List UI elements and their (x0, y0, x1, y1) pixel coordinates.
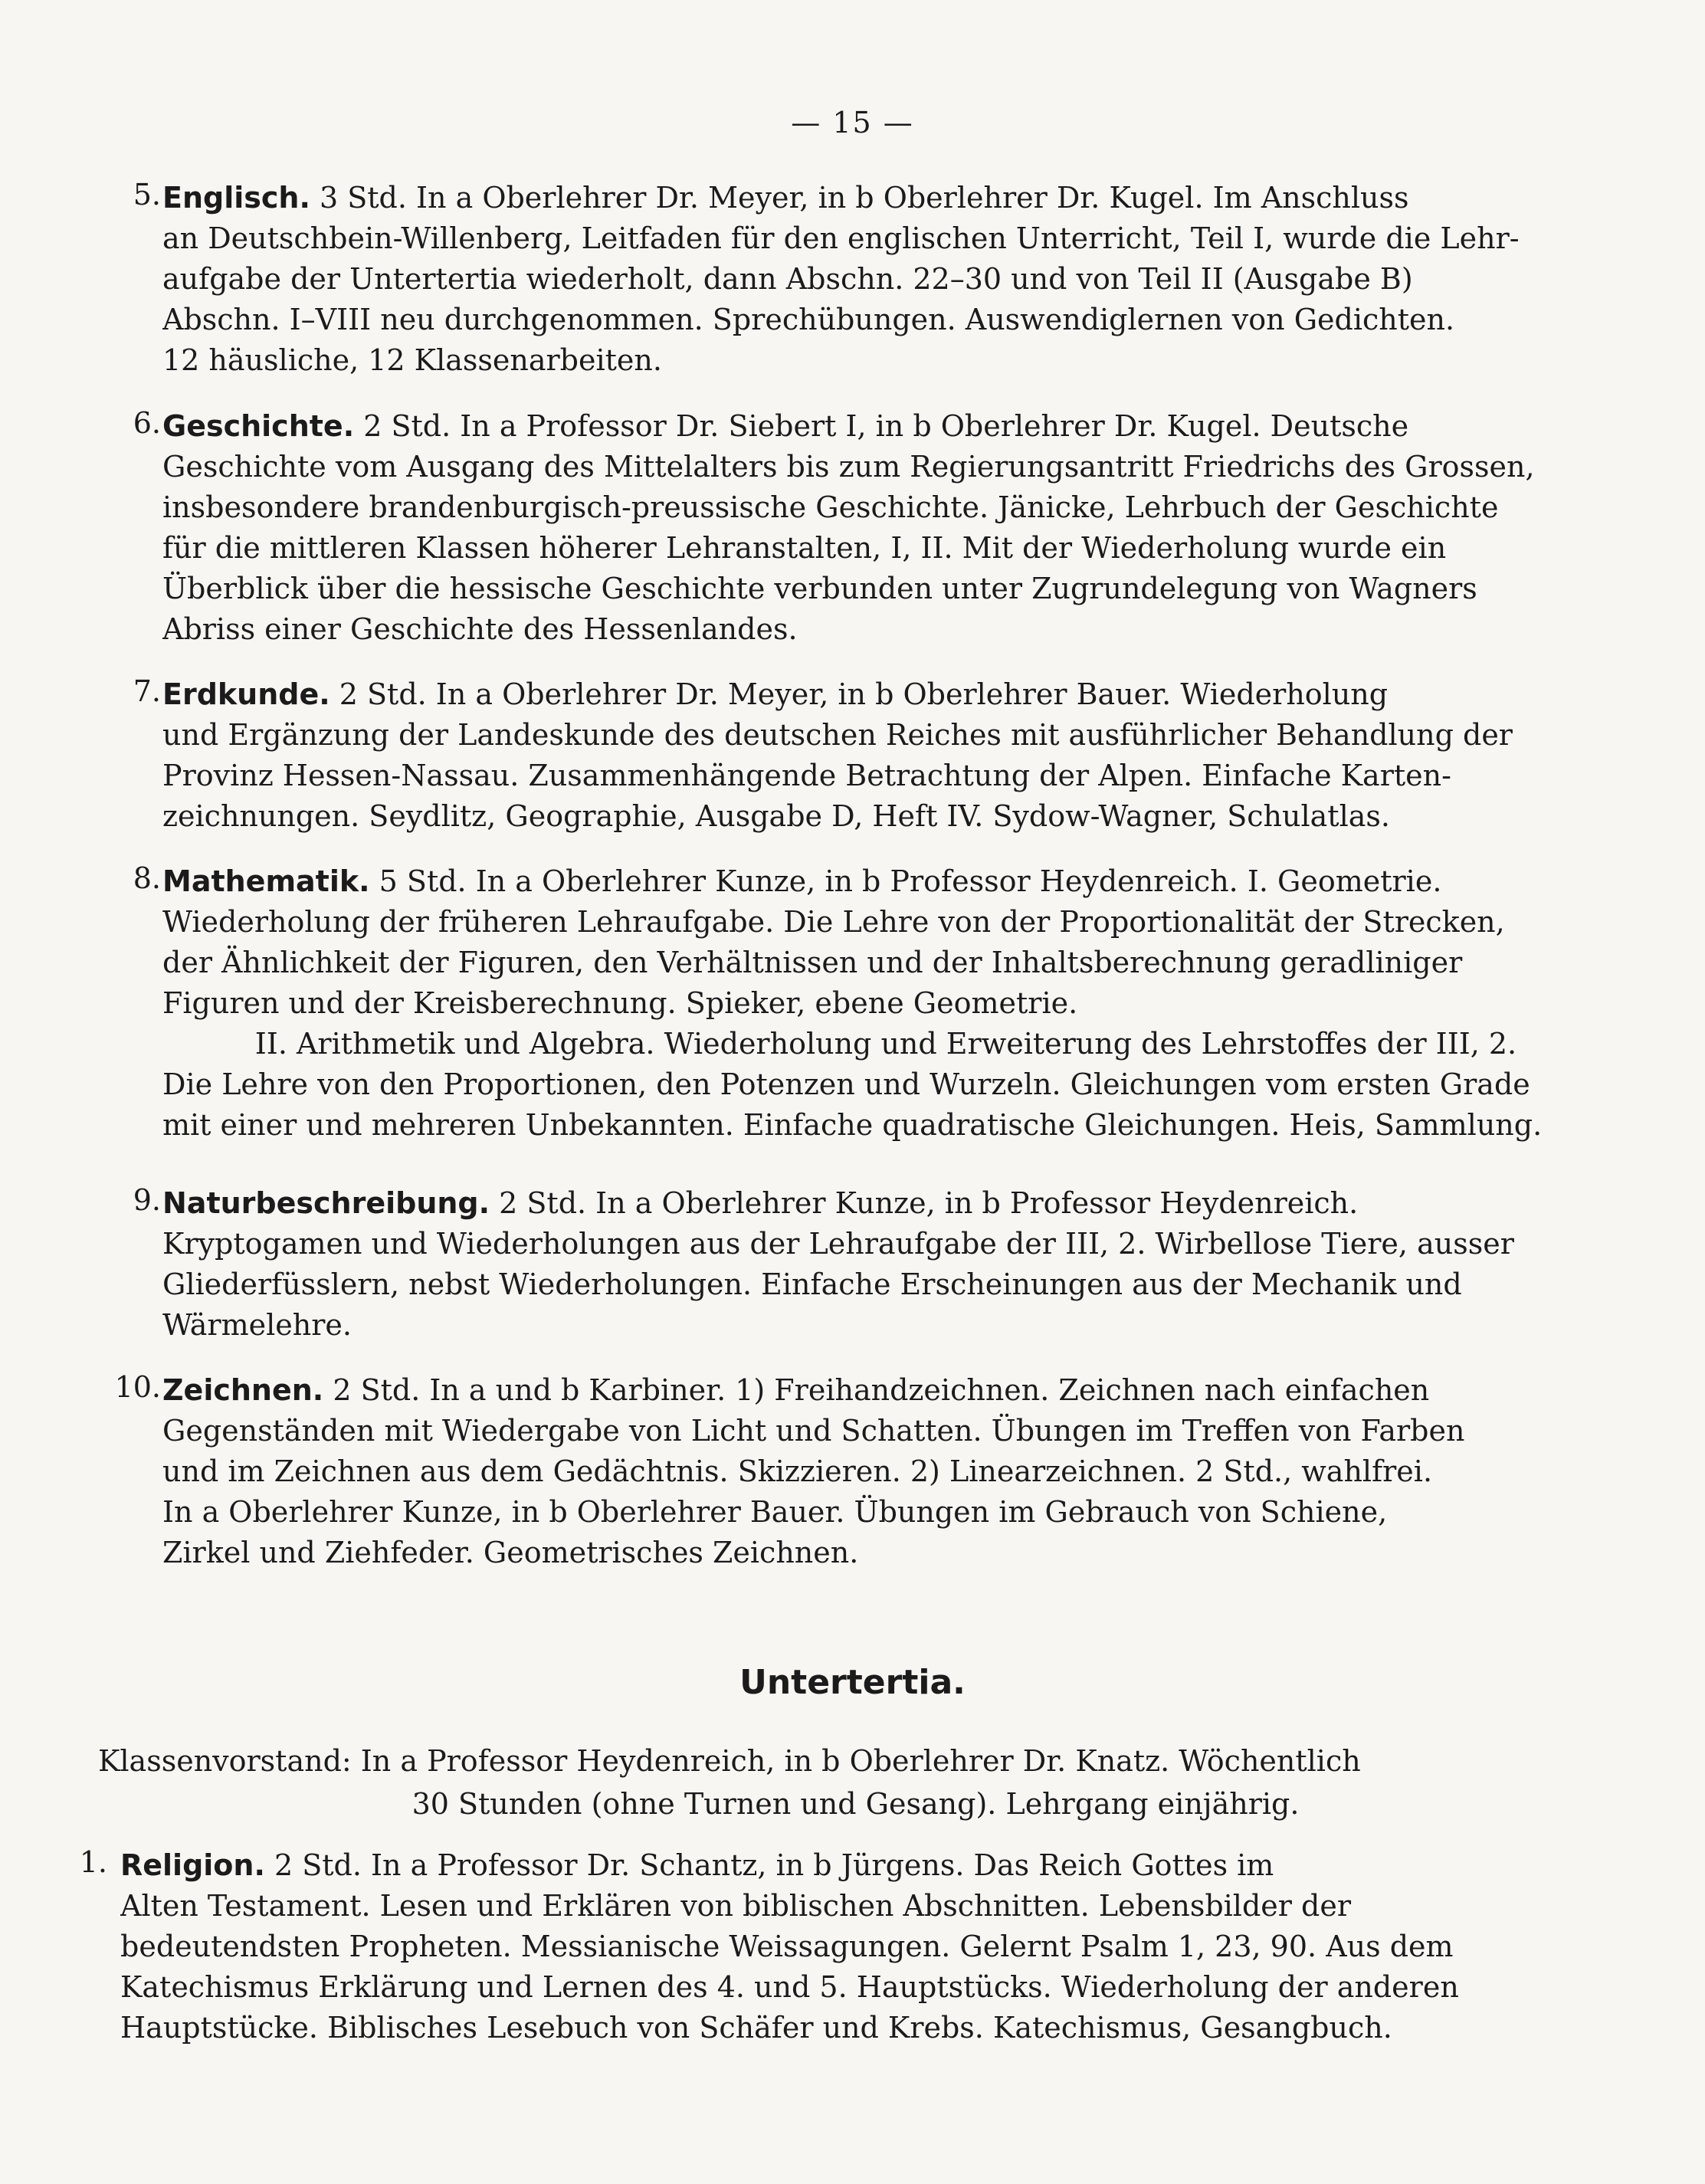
page-number: — 15 — (791, 106, 914, 139)
entry-line: zeichnungen. Seydlitz, Geographie, Ausgabe D, Heft IV. Sydow-Wagner, Schulatlas. (162, 799, 1390, 833)
entry-line: mit einer und mehreren Unbekannten. Einfache quadratische Gleichungen. Heis, Sammlung. (162, 1108, 1543, 1142)
subject-title: Zeichnen. (162, 1373, 324, 1407)
subject-title: Erdkunde. (162, 677, 330, 711)
entry-line: Abschn. I–VIII neu durchgenommen. Sprechübungen. Auswendiglernen von Gedichten. (162, 303, 1455, 336)
entry-line: der Ähnlichkeit der Figuren, den Verhältnissen und der Inhaltsberechnung geradliniger (162, 946, 1463, 979)
entry-line: 2 Std. In a Professor Dr. Siebert I, in b Oberlehrer Dr. Kugel. Deutsche (354, 409, 1409, 443)
entry-line: II. Arithmetik und Algebra. Wiederholung und Erweiterung des Lehrstoffes der III, 2. (162, 1027, 1517, 1061)
klassenvorstand-line: 30 Stunden (ohne Turnen und Gesang). Lehrgang einjährig. (411, 1787, 1300, 1821)
entry-line: 12 häusliche, 12 Klassenarbeiten. (162, 343, 662, 377)
entry-line: Geschichte vom Ausgang des Mittelalters bis zum Regierungsantritt Friedrichs des Grossen, (162, 450, 1535, 484)
entry-number: 7. (133, 674, 161, 708)
entry-line: für die mittleren Klassen höherer Lehranstalten, I, II. Mit der Wiederholung wurde ein (162, 531, 1447, 565)
entry-line: Wiederholung der früheren Lehraufgabe. Die Lehre von der Proportionalität der Strecken, (162, 905, 1505, 939)
subject-title: Geschichte. (162, 409, 355, 443)
entry-line: Hauptstücke. Biblisches Lesebuch von Schäfer und Krebs. Katechismus, Gesangbuch. (120, 2011, 1392, 2045)
entry-line: 5 Std. In a Oberlehrer Kunze, in b Professor Heydenreich. I. Geometrie. (369, 864, 1442, 898)
subject-title: Mathematik. (162, 864, 370, 898)
subject-title: Englisch. (162, 181, 310, 215)
section-heading: Untertertia. (739, 1663, 966, 1702)
entry-line: Abriss einer Geschichte des Hessenlandes. (162, 612, 798, 646)
entry-number: 8. (133, 861, 161, 895)
entry-line: Katechismus Erklärung und Lernen des 4. und 5. Hauptstücks. Wiederholung der anderen (120, 1970, 1459, 2004)
entry-line: bedeutendsten Propheten. Messianische Weissagungen. Gelernt Psalm 1, 23, 90. Aus dem (120, 1930, 1454, 1963)
entry-line: 2 Std. In a Oberlehrer Kunze, in b Professor Heydenreich. (490, 1186, 1359, 1220)
entry-line: In a Oberlehrer Kunze, in b Oberlehrer Bauer. Übungen im Gebrauch von Schiene, (162, 1495, 1388, 1529)
entry-line: Figuren und der Kreisberechnung. Spieker, ebene Geometrie. (162, 986, 1078, 1020)
entry-line: Kryptogamen und Wiederholungen aus der Lehraufgabe der III, 2. Wirbellose Tiere, ausser (162, 1227, 1514, 1261)
subject-title: Religion. (120, 1848, 265, 1882)
entry-line: Gegenständen mit Wiedergabe von Licht und Schatten. Übungen im Treffen von Farben (162, 1414, 1465, 1448)
entry-line: und im Zeichnen aus dem Gedächtnis. Skizzieren. 2) Linearzeichnen. 2 Std., wahlfrei. (162, 1454, 1433, 1488)
entry-line: 2 Std. In a Oberlehrer Dr. Meyer, in b Oberlehrer Bauer. Wiederholung (330, 677, 1389, 711)
entry-line: Die Lehre von den Proportionen, den Potenzen und Wurzeln. Gleichungen vom ersten Grade (162, 1067, 1530, 1101)
entry-number: 1. (79, 1845, 107, 1879)
entry-number: 6. (133, 406, 161, 440)
entry-line: an Deutschbein-Willenberg, Leitfaden für den englischen Unterricht, Teil I, wurde die Lehr- (162, 221, 1520, 255)
entry-line: 2 Std. In a und b Karbiner. 1) Freihandzeichnen. Zeichnen nach einfachen (323, 1373, 1430, 1407)
subject-title: Naturbeschreibung. (162, 1186, 490, 1220)
entry-line: 3 Std. In a Oberlehrer Dr. Meyer, in b Oberlehrer Dr. Kugel. Im Anschluss (310, 181, 1409, 215)
entry-line: Wärmelehre. (162, 1308, 352, 1342)
entry-line: Gliederfüsslern, nebst Wiederholungen. Einfache Erscheinungen aus der Mechanik und (162, 1267, 1462, 1301)
entry-line: Zirkel und Ziehfeder. Geometrisches Zeichnen. (162, 1536, 859, 1569)
entry-line: und Ergänzung der Landeskunde des deutschen Reiches mit ausführlicher Behandlung der (162, 718, 1513, 752)
entry-line: aufgabe der Untertertia wiederholt, dann Abschn. 22–30 und von Teil II (Ausgabe B) (162, 262, 1413, 296)
entry-line: Provinz Hessen-Nassau. Zusammenhängende Betrachtung der Alpen. Einfache Karten- (162, 759, 1451, 792)
entry-number: 10. (114, 1370, 161, 1404)
entry-line: Überblick über die hessische Geschichte verbunden unter Zugrundelegung von Wagners (162, 572, 1477, 605)
klassenvorstand-line: Klassenvorstand: In a Professor Heydenreich, in b Oberlehrer Dr. Knatz. Wöchentlich (98, 1744, 1361, 1778)
entry-line: 2 Std. In a Professor Dr. Schantz, in b Jürgens. Das Reich Gottes im (264, 1848, 1274, 1882)
klassenvorstand-block (98, 1740, 1582, 1825)
entry-line: Alten Testament. Lesen und Erklären von biblischen Abschnitten. Lebensbilder der (120, 1889, 1352, 1923)
entry-number: 5. (133, 178, 161, 212)
entry-line: insbesondere brandenburgisch-preussische Geschichte. Jänicke, Lehrbuch der Geschichte (162, 490, 1499, 524)
entry-number: 9. (133, 1183, 161, 1217)
